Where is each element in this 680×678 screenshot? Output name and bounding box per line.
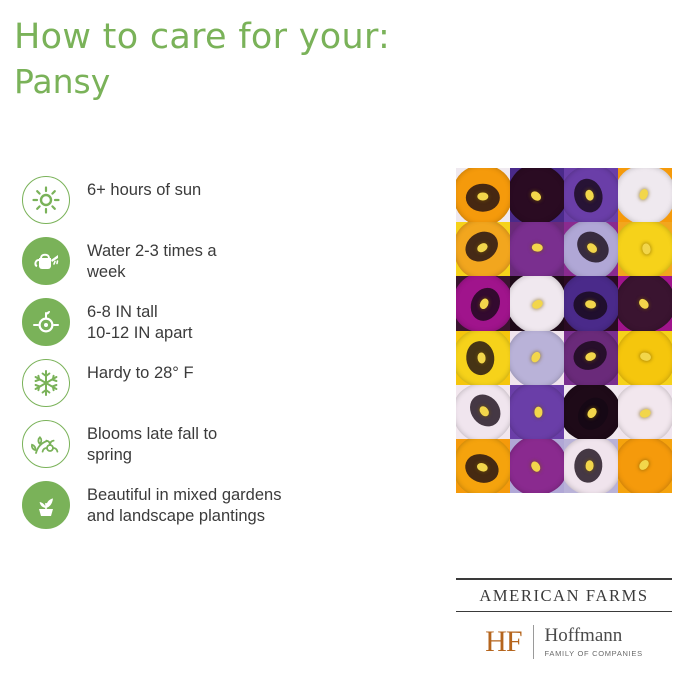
potted-plant-icon (22, 481, 70, 529)
list-item-text (87, 481, 281, 527)
list-item-text (87, 359, 194, 384)
hoffmann-logo (456, 625, 672, 659)
pansy-bloom (456, 385, 510, 439)
list-item (22, 359, 422, 407)
pansy-bloom (456, 222, 510, 276)
list-item (22, 420, 422, 468)
plant-name: Pansy (14, 62, 111, 101)
plant-spacing-icon (22, 298, 70, 346)
list-item-text-line2: and landscape plantings (87, 507, 265, 525)
sun-icon (22, 176, 70, 224)
hoffmann-monogram: HF (485, 625, 533, 659)
list-item-text-line1: Beautiful in mixed gardens (87, 486, 282, 504)
pansy-bloom (564, 331, 618, 385)
care-instructions-list (22, 176, 422, 542)
watering-can-icon (22, 237, 70, 285)
hoffmann-name: Hoffmann (544, 625, 623, 646)
list-item-text-line1: Blooms late fall to (87, 425, 218, 443)
list-item-text-line1: 6-8 IN tall (87, 303, 158, 321)
pansy-bloom (510, 276, 564, 330)
pansy-bloom (510, 385, 564, 439)
logo-block (456, 578, 672, 659)
pansy-bloom (618, 385, 672, 439)
american-farms-logo: AMERICAN FARMS (456, 578, 672, 612)
pansy-bloom (456, 168, 510, 222)
hoffmann-tagline: FAMILY OF COMPANIES (544, 649, 643, 658)
list-item-text-line2: 10-12 IN apart (87, 324, 193, 342)
pansy-bloom (564, 168, 618, 222)
pansy-bloom (564, 439, 618, 493)
list-item-text-line1: 6+ hours of sun (87, 181, 202, 199)
list-item-text (87, 420, 217, 466)
pansy-bloom (510, 439, 564, 493)
pansy-bloom (510, 222, 564, 276)
pansy-bloom (564, 385, 618, 439)
pansy-photo (456, 168, 672, 493)
list-item-text (87, 176, 201, 201)
pansy-bloom (564, 222, 618, 276)
pansy-bloom (618, 331, 672, 385)
pansy-bloom (618, 168, 672, 222)
pansy-bloom (618, 439, 672, 493)
list-item (22, 481, 422, 529)
list-item (22, 298, 422, 346)
pansy-bloom (510, 331, 564, 385)
bloom-season-icon (22, 420, 70, 468)
snowflake-icon (22, 359, 70, 407)
list-item-text (87, 298, 192, 344)
page-title (14, 14, 574, 104)
pansy-bloom (618, 276, 672, 330)
list-item-text-line1: Hardy to 28° F (87, 364, 194, 382)
list-item-text-line2: spring (87, 446, 132, 464)
list-item (22, 176, 422, 224)
list-item-text (87, 237, 217, 283)
pansy-bloom (564, 276, 618, 330)
pansy-bloom (510, 168, 564, 222)
list-item-text-line1: Water 2-3 times a (87, 242, 217, 260)
list-item (22, 237, 422, 285)
pansy-bloom (456, 331, 510, 385)
pansy-bloom (618, 222, 672, 276)
pansy-bloom (456, 276, 510, 330)
pansy-photo-mosaic (456, 168, 672, 493)
pansy-bloom (456, 439, 510, 493)
list-item-text-line2: week (87, 263, 126, 281)
page-title-line1: How to care for your: (14, 17, 391, 57)
